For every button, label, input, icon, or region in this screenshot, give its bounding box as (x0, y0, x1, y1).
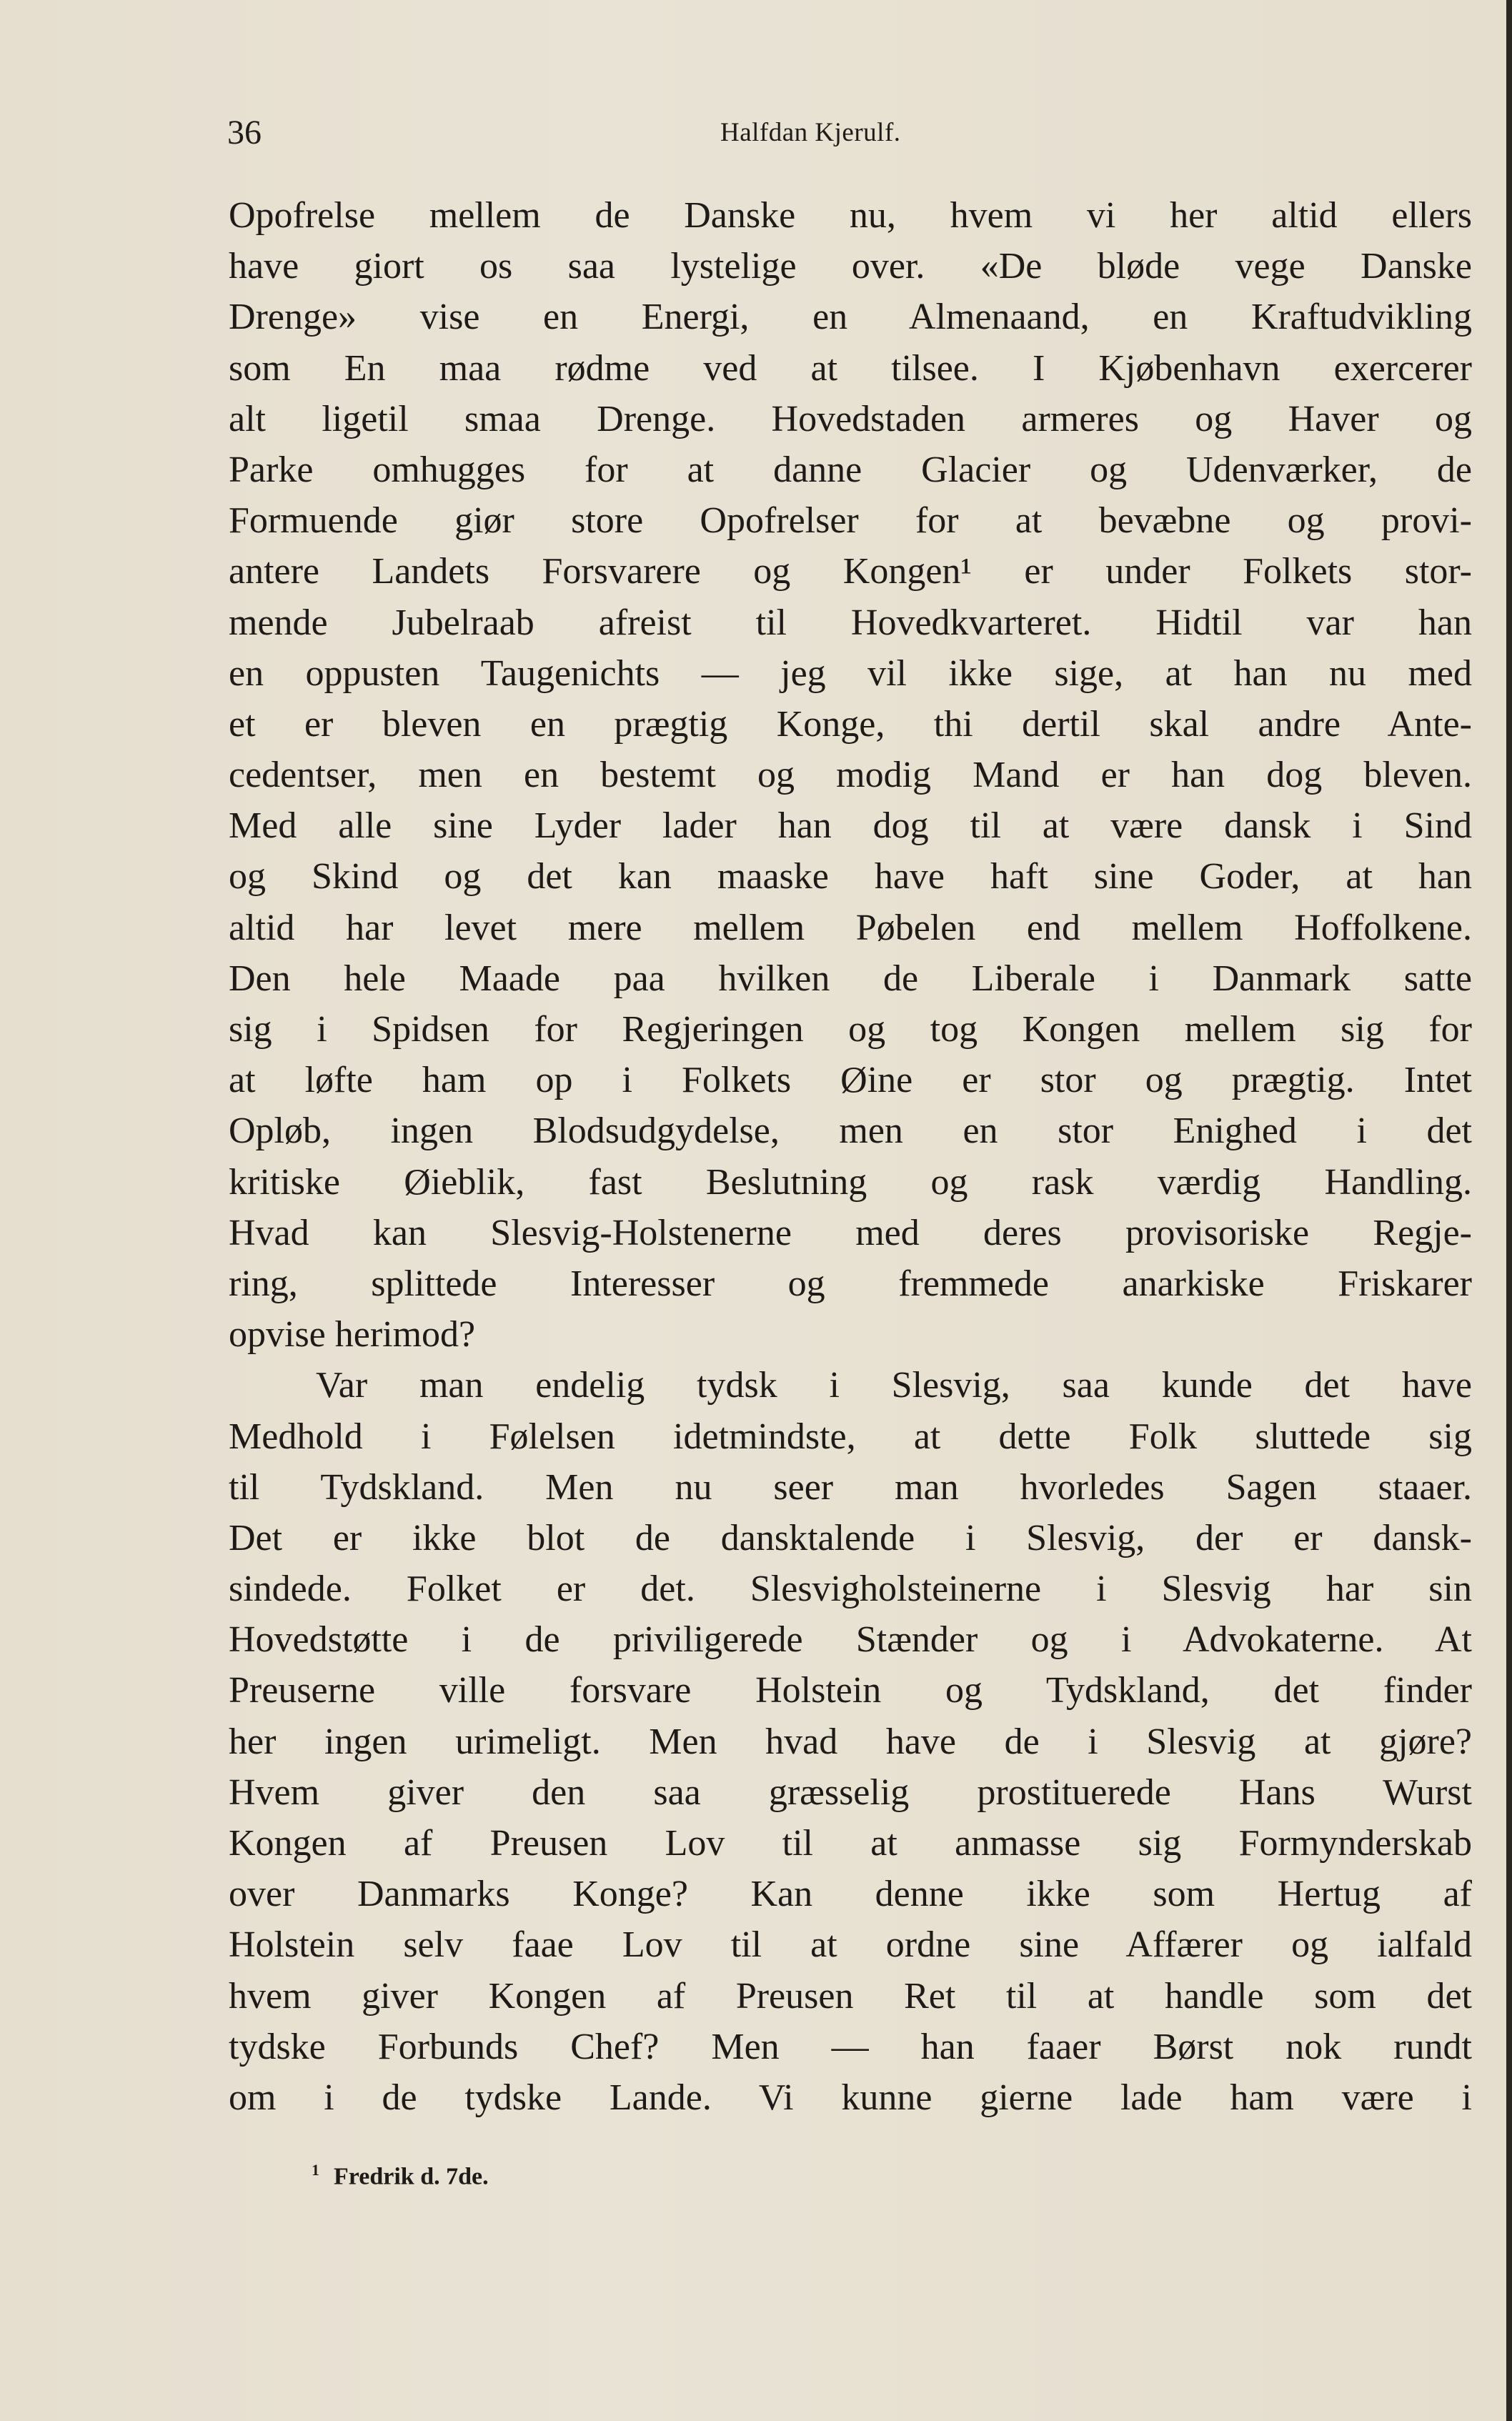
text-line: Opofrelse mellem de Danske nu, hvem vi her altid ellers (229, 195, 1472, 236)
text-line: altid har levet mere mellem Pøbelen end mellem Hoffolkene. (229, 907, 1472, 948)
text-line: kritiske Øieblik, fast Beslutning og rask værdig Handling. (229, 1161, 1472, 1203)
text-line: antere Landets Forsvarere og Kongen¹ er under Folkets stor- (229, 551, 1472, 592)
footnote-text: Fredrik d. 7de. (334, 2163, 489, 2190)
text-line: Preuserne ville forsvare Holstein og Tydskland, det finder (229, 1670, 1472, 1711)
text-line: Parke omhugges for at danne Glacier og Udenværker, de (229, 449, 1472, 490)
text-line: et er bleven en prægtig Konge, thi dertil skal andre Ante- (229, 703, 1472, 745)
running-head: Halfdan Kjerulf. (720, 118, 901, 147)
text-line: her ingen urimeligt. Men hvad have de i Slesvig at gjøre? (229, 1721, 1472, 1762)
body-text (229, 190, 1472, 2123)
text-line: Hvem giver den saa græsselig prostituerede Hans Wurst (229, 1771, 1472, 1813)
text-line: hvem giver Kongen af Preusen Ret til at handle som det (229, 1975, 1472, 2017)
text-line: sindede. Folket er det. Slesvigholsteinerne i Slesvig har sin (229, 1569, 1472, 1610)
text-line: cedentser, men en bestemt og modig Mand er han dog bleven. (229, 755, 1472, 796)
text-line: Formuende giør store Opofrelser for at bevæbne og provi- (229, 500, 1472, 542)
text-line: Drenge» vise en Energi, en Almenaand, en Kraftudvikling (229, 297, 1472, 338)
text-line: alt ligetil smaa Drenge. Hovedstaden armeres og Haver og (229, 398, 1472, 439)
text-line: Holstein selv faae Lov til at ordne sine Affærer og ialfald (229, 1924, 1472, 1966)
text-line: over Danmarks Konge? Kan denne ikke som Hertug af (229, 1874, 1472, 1915)
text-line: ring, splittede Interesser og fremmede anarkiske Friskarer (229, 1263, 1472, 1304)
text-line: tydske Forbunds Chef? Men — han faaer Børst nok rundt (229, 2026, 1472, 2067)
footnote (312, 2161, 489, 2190)
text-line: at løfte ham op i Folkets Øine er stor og prægtig. Intet (229, 1060, 1472, 1101)
text-line: og Skind og det kan maaske have haft sine Goder, at han (229, 856, 1472, 898)
text-line: Med alle sine Lyder lader han dog til at være dansk i Sind (229, 805, 1472, 847)
text-line: til Tydskland. Men nu seer man hvorledes Sagen staaer. (229, 1466, 1472, 1508)
text-line: Medhold i Følelsen idetmindste, at dette Folk sluttede sig (229, 1416, 1472, 1457)
text-line: Det er ikke blot de dansktalende i Slesvig, der er dansk- (229, 1517, 1472, 1559)
text-line: have giort os saa lystelige over. «De bløde vege Danske (229, 246, 1472, 287)
text-line-paragraph-start: Var man endelig tydsk i Slesvig, saa kunde det have (316, 1365, 1472, 1406)
text-line: Hovedstøtte i de priviligerede Stænder og i Advokaterne. At (229, 1619, 1472, 1661)
page-number: 36 (227, 114, 262, 151)
text-line: om i de tydske Lande. Vi kunne gierne lade ham være i (229, 2077, 1472, 2118)
page-header (227, 106, 1471, 156)
text-line: sig i Spidsen for Regjeringen og tog Kongen mellem sig for (229, 1009, 1472, 1050)
text-line-paragraph-end: opvise herimod? (229, 1314, 476, 1356)
text-line: Kongen af Preusen Lov til at anmasse sig Formynderskab (229, 1823, 1472, 1864)
text-line: Hvad kan Slesvig-Holstenerne med deres provisoriske Regje- (229, 1212, 1472, 1253)
text-line: Opløb, ingen Blodsudgydelse, men en stor Enighed i det (229, 1110, 1472, 1152)
text-line: mende Jubelraab afreist til Hovedkvarteret. Hidtil var han (229, 602, 1472, 643)
text-line: Den hele Maade paa hvilken de Liberale i Danmark satte (229, 958, 1472, 999)
text-line: en oppusten Taugenichts — jeg vil ikke sige, at han nu med (229, 652, 1472, 694)
footnote-marker: 1 (312, 2161, 319, 2179)
page-edge-shadow (1506, 0, 1512, 2421)
text-line: som En maa rødme ved at tilsee. I Kjøbenhavn exercerer (229, 347, 1472, 389)
